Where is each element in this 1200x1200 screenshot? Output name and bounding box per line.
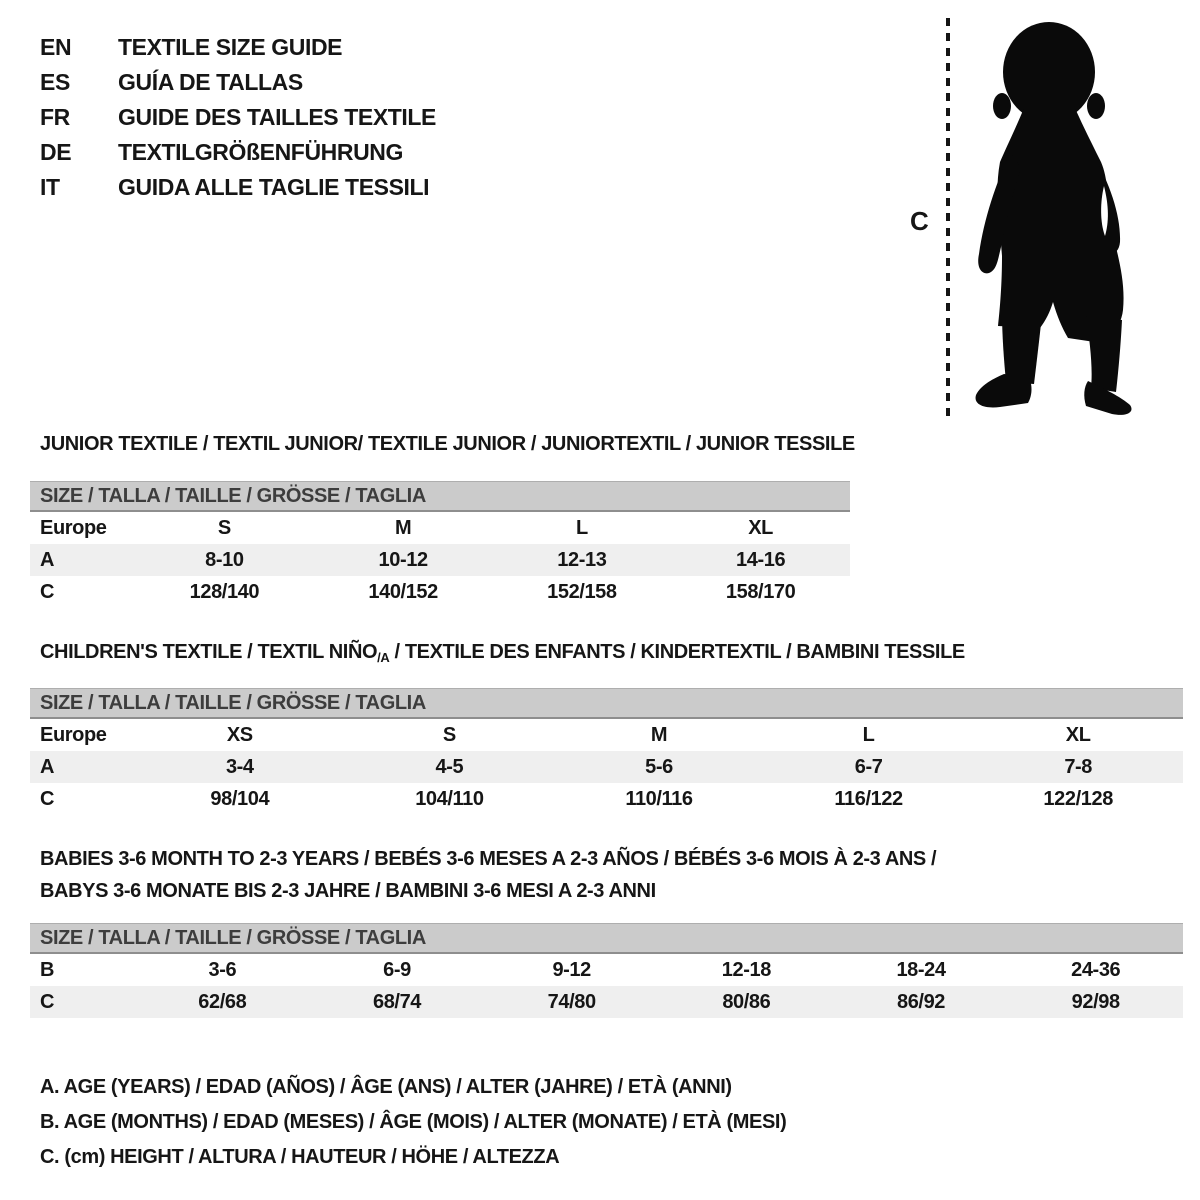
size-cell: 116/122 bbox=[834, 787, 903, 810]
size-columns-row bbox=[30, 512, 850, 544]
table-row bbox=[30, 751, 1183, 783]
language-code: ES bbox=[40, 69, 70, 95]
row-label: A bbox=[40, 548, 55, 571]
size-header-bar: SIZE / TALLA / TAILLE / GRÖSSE / TAGLIA bbox=[30, 923, 1183, 954]
babies-heading-line1: BABIES 3-6 MONTH TO 2-3 YEARS / BEBÉS 3-6 MESES A 2-3 AÑOS / BÉBÉS 3-6 MOIS À 2-3 ANS / bbox=[40, 848, 937, 870]
height-measure-dashed-line bbox=[946, 18, 950, 418]
size-cell: 92/98 bbox=[1071, 990, 1120, 1013]
language-code: IT bbox=[40, 174, 60, 200]
size-cell: 10-12 bbox=[378, 548, 428, 571]
children-heading-pre: CHILDREN'S TEXTILE / TEXTIL NIÑO bbox=[40, 641, 378, 663]
guide-title: GUIDA ALLE TAGLIE TESSILI bbox=[118, 174, 430, 200]
language-code: FR bbox=[40, 104, 70, 130]
measure-legend bbox=[40, 1070, 786, 1175]
size-cell: 80/86 bbox=[722, 990, 771, 1013]
size-header-bar: SIZE / TALLA / TAILLE / GRÖSSE / TAGLIA bbox=[30, 481, 850, 512]
row-label: B bbox=[40, 958, 55, 981]
legend-line: A. AGE (YEARS) / EDAD (AÑOS) / ÂGE (ANS) / ALTER (JAHRE) / ETÀ (ANNI) bbox=[40, 1076, 732, 1098]
size-cell: 140/152 bbox=[368, 580, 438, 603]
table-row bbox=[30, 576, 850, 608]
size-cell: 74/80 bbox=[547, 990, 596, 1013]
guide-title: TEXTILE SIZE GUIDE bbox=[118, 34, 343, 60]
size-cell: 6-9 bbox=[383, 958, 411, 981]
size-column-header: L bbox=[575, 516, 588, 539]
size-cell: 9-12 bbox=[552, 958, 591, 981]
table-row bbox=[30, 986, 1183, 1018]
language-row bbox=[40, 65, 436, 100]
table-row bbox=[30, 954, 1183, 986]
size-cell: 152/158 bbox=[547, 580, 617, 603]
language-row bbox=[40, 170, 436, 205]
size-cell: 86/92 bbox=[896, 990, 946, 1013]
size-cell: 68/74 bbox=[372, 990, 422, 1013]
size-cell: 12-18 bbox=[721, 958, 771, 981]
guide-title: GUIDE DES TAILLES TEXTILE bbox=[118, 104, 436, 130]
size-column-header: L bbox=[862, 723, 875, 746]
row-label: Europe bbox=[40, 516, 107, 539]
size-cell: 3-6 bbox=[208, 958, 237, 981]
row-label: A bbox=[40, 755, 55, 778]
legend-line: B. AGE (MONTHS) / EDAD (MESES) / ÂGE (MOIS) / ALTER (MONATE) / ETÀ (MESI) bbox=[40, 1111, 787, 1133]
size-cell: 128/140 bbox=[189, 580, 260, 603]
junior-section-heading: JUNIOR TEXTILE / TEXTIL JUNIOR/ TEXTILE JUNIOR / JUNIORTEXTIL / JUNIOR TESSILE bbox=[40, 433, 855, 455]
size-columns-row bbox=[30, 719, 1183, 751]
size-cell: 98/104 bbox=[210, 787, 270, 810]
language-code: EN bbox=[40, 34, 72, 60]
size-column-header: XL bbox=[748, 516, 773, 539]
row-label: C bbox=[40, 990, 55, 1013]
row-label: C bbox=[40, 787, 55, 810]
size-cell: 4-5 bbox=[435, 755, 464, 778]
language-row bbox=[40, 135, 436, 170]
table-row bbox=[30, 544, 850, 576]
children-section-heading bbox=[40, 641, 965, 665]
size-header-bar: SIZE / TALLA / TAILLE / GRÖSSE / TAGLIA bbox=[30, 688, 1183, 719]
size-cell: 104/110 bbox=[415, 787, 484, 810]
children-size-table bbox=[30, 688, 1183, 815]
size-cell: 5-6 bbox=[645, 755, 673, 778]
language-row bbox=[40, 30, 436, 65]
size-cell: 110/116 bbox=[625, 787, 693, 810]
size-cell: 14-16 bbox=[736, 548, 786, 571]
size-column-header: M bbox=[650, 723, 668, 746]
size-cell: 6-7 bbox=[854, 755, 883, 778]
size-column-header: XL bbox=[1065, 723, 1091, 746]
size-cell: 12-13 bbox=[557, 548, 607, 571]
size-cell: 3-4 bbox=[225, 755, 254, 778]
row-label: C bbox=[40, 580, 55, 603]
children-heading-post: / TEXTILE DES ENFANTS / KINDERTEXTIL / BAMBINI TESSILE bbox=[389, 641, 965, 663]
size-cell: 62/68 bbox=[198, 990, 247, 1013]
toddler-silhouette-icon bbox=[958, 16, 1143, 421]
table-row bbox=[30, 783, 1183, 815]
babies-heading-line2: BABYS 3-6 MONATE BIS 2-3 JAHRE / BAMBINI 3-6 MESI A 2-3 ANNI bbox=[40, 880, 656, 902]
size-cell: 7-8 bbox=[1064, 755, 1093, 778]
children-heading-subscript: /A bbox=[377, 650, 390, 665]
size-column-header: M bbox=[394, 516, 412, 539]
language-row bbox=[40, 100, 436, 135]
guide-title: GUÍA DE TALLAS bbox=[118, 69, 303, 95]
babies-size-table bbox=[30, 923, 1183, 1018]
size-cell: 8-10 bbox=[205, 548, 244, 571]
size-cell: 122/128 bbox=[1043, 787, 1113, 810]
language-code: DE bbox=[40, 139, 72, 165]
size-cell: 18-24 bbox=[896, 958, 946, 981]
size-cell: 24-36 bbox=[1071, 958, 1121, 981]
size-column-header: S bbox=[442, 723, 456, 746]
size-column-header: XS bbox=[226, 723, 253, 746]
size-column-header: S bbox=[217, 516, 231, 539]
guide-title: TEXTILGRÖßENFÜHRUNG bbox=[118, 139, 403, 165]
height-measure-label: C bbox=[910, 206, 929, 236]
legend-line: C. (cm) HEIGHT / ALTURA / HAUTEUR / HÖHE / ALTEZZA bbox=[40, 1146, 560, 1168]
babies-section-heading bbox=[40, 843, 936, 907]
language-title-list bbox=[40, 30, 436, 205]
junior-size-table bbox=[30, 481, 850, 608]
row-label: Europe bbox=[40, 723, 107, 746]
size-cell: 158/170 bbox=[725, 580, 796, 603]
